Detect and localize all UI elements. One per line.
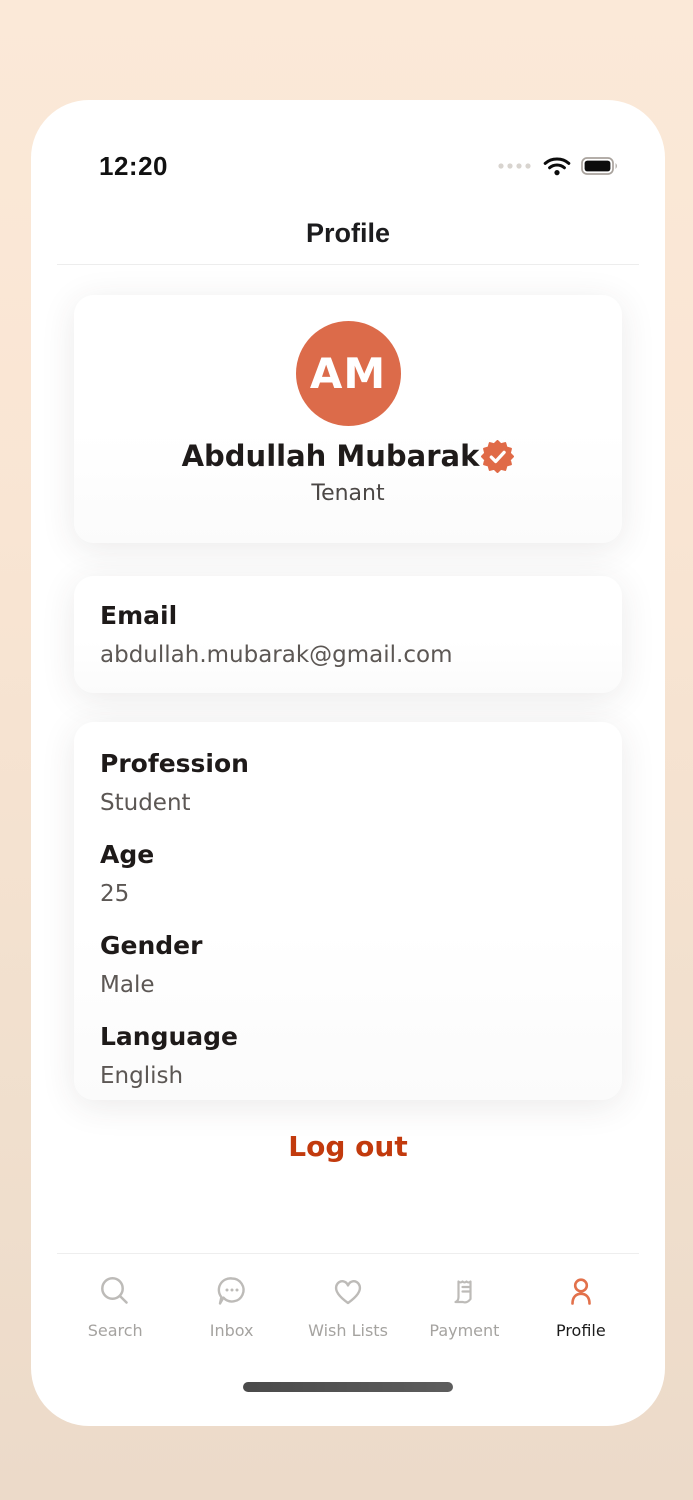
gender-value: Male [100, 972, 155, 998]
tab-bar [57, 1253, 639, 1340]
tab-payment[interactable] [406, 1272, 522, 1340]
age-value: 25 [100, 881, 130, 907]
page-title: Profile [305, 218, 391, 248]
profile-name: Abdullah Mubarak [181, 438, 480, 473]
tab-label-wish-lists: Wish Lists [308, 1321, 388, 1340]
email-label: Email [100, 601, 178, 630]
status-time: 12:20 [99, 150, 168, 181]
details-card [74, 722, 622, 1100]
avatar-initials: AM [309, 349, 387, 398]
logout-button[interactable]: Log out [31, 1130, 665, 1163]
status-bar [99, 148, 619, 184]
gender-label: Gender [100, 931, 203, 960]
tab-label-search: Search [87, 1321, 143, 1340]
status-icons [497, 156, 619, 177]
tab-label-profile: Profile [555, 1321, 606, 1340]
age-label: Age [100, 840, 155, 869]
person-icon [561, 1272, 601, 1312]
name-row [74, 438, 622, 473]
detail-item-profession [100, 748, 596, 818]
tab-label-payment: Payment [429, 1321, 500, 1340]
profile-role: Tenant [311, 481, 385, 506]
verified-badge-icon [481, 440, 514, 473]
receipt-icon [444, 1272, 484, 1312]
email-card [74, 576, 622, 693]
cellular-signal-icon [497, 162, 533, 170]
header-divider [57, 264, 639, 265]
language-label: Language [100, 1022, 239, 1051]
heart-icon [328, 1272, 368, 1312]
tab-label-inbox: Inbox [209, 1321, 254, 1340]
profile-card [74, 295, 622, 543]
chat-bubble-icon [212, 1272, 252, 1312]
language-value: English [100, 1063, 184, 1089]
phone-frame [31, 100, 665, 1426]
wifi-icon [543, 156, 571, 177]
home-indicator[interactable] [243, 1382, 453, 1392]
email-value: abdullah.mubarak@gmail.com [100, 642, 453, 668]
detail-item-gender [100, 930, 596, 1000]
tab-inbox[interactable] [173, 1272, 289, 1340]
detail-item-language [100, 1021, 596, 1091]
profession-value: Student [100, 790, 191, 816]
battery-icon [581, 157, 619, 175]
avatar [296, 321, 401, 426]
detail-item-age [100, 839, 596, 909]
tab-profile[interactable] [523, 1272, 639, 1340]
search-icon [95, 1272, 135, 1312]
tab-wish-lists[interactable] [290, 1272, 406, 1340]
tab-search[interactable] [57, 1272, 173, 1340]
profession-label: Profession [100, 749, 249, 778]
